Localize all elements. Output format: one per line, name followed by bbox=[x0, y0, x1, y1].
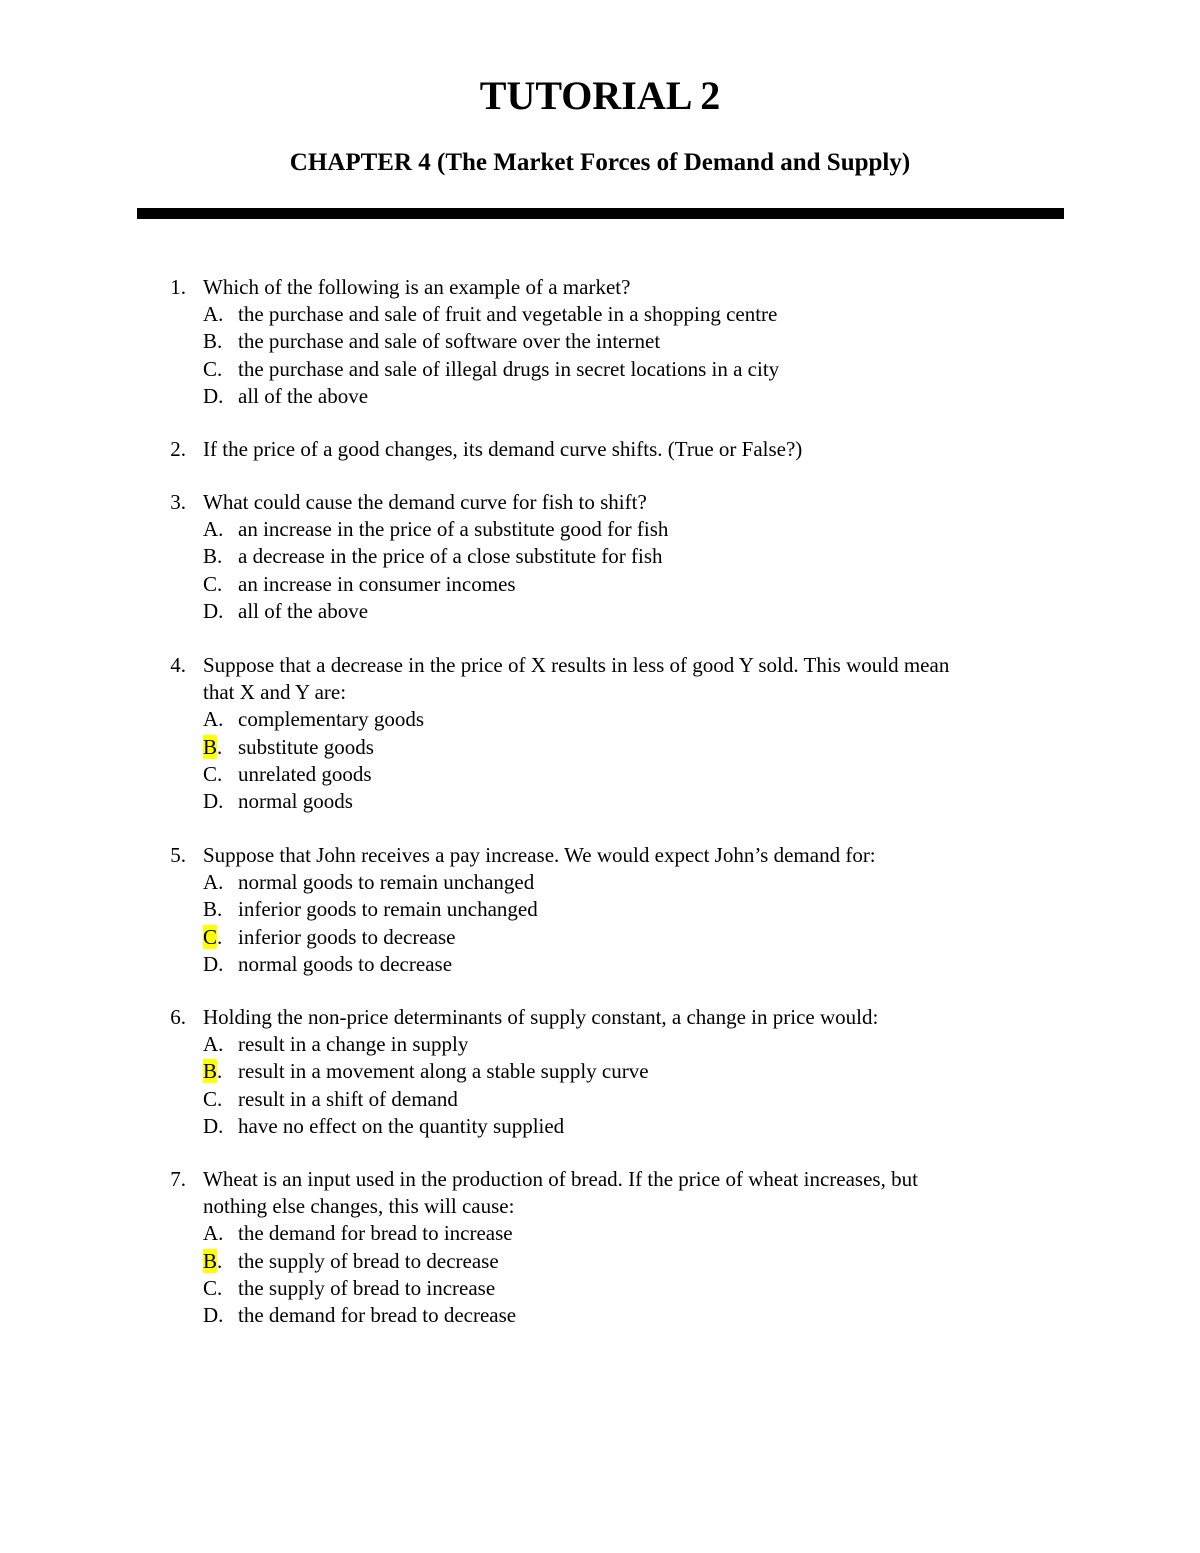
option-letter: D. bbox=[203, 1302, 224, 1327]
option-text: result in a movement along a stable supply curve bbox=[238, 1059, 649, 1084]
option-text: inferior goods to decrease bbox=[238, 924, 456, 949]
answer-option bbox=[0, 1302, 1200, 1329]
option-text: the demand for bread to increase bbox=[238, 1221, 513, 1246]
question-text: Which of the following is an example of a market? bbox=[203, 275, 631, 299]
option-text: result in a shift of demand bbox=[238, 1086, 458, 1111]
option-text: result in a change in supply bbox=[238, 1032, 469, 1057]
option-letter: A. bbox=[203, 870, 224, 895]
option-text: complementary goods bbox=[238, 707, 425, 732]
answer-option bbox=[0, 383, 1200, 410]
question-7 bbox=[0, 1166, 1200, 1329]
question-2 bbox=[0, 436, 1200, 463]
option-letter: B. bbox=[203, 329, 223, 354]
option-letter: D. bbox=[203, 1113, 224, 1138]
answer-option bbox=[0, 516, 1200, 543]
option-letter: C. bbox=[203, 924, 223, 949]
answer-option bbox=[0, 1086, 1200, 1113]
answer-option bbox=[0, 1113, 1200, 1140]
option-text: an increase in consumer incomes bbox=[238, 571, 516, 596]
option-letter: D. bbox=[203, 598, 224, 623]
question-line bbox=[0, 1004, 1200, 1031]
question-line bbox=[0, 274, 1200, 301]
option-letter: B. bbox=[203, 734, 223, 759]
question-number: 2. bbox=[170, 437, 186, 461]
option-text: an increase in the price of a substitute good for fish bbox=[238, 517, 669, 542]
question-number: 3. bbox=[170, 490, 186, 514]
answer-option bbox=[0, 543, 1200, 570]
answer-option bbox=[0, 356, 1200, 383]
answer-option bbox=[0, 896, 1200, 923]
question-number: 4. bbox=[170, 653, 186, 677]
question-text: What could cause the demand curve for fish to shift? bbox=[203, 490, 647, 514]
option-text: unrelated goods bbox=[238, 761, 372, 786]
answer-option bbox=[0, 1248, 1200, 1275]
option-letter: C. bbox=[203, 1275, 223, 1300]
question-4 bbox=[0, 652, 1200, 815]
answer-option bbox=[0, 1275, 1200, 1302]
option-letter: A. bbox=[203, 302, 224, 327]
question-text: Holding the non-price determinants of supply constant, a change in price would: bbox=[203, 1005, 879, 1029]
answer-option bbox=[0, 869, 1200, 896]
option-letter: B. bbox=[203, 897, 223, 922]
option-text: inferior goods to remain unchanged bbox=[238, 897, 538, 922]
answer-highlight: B bbox=[203, 734, 218, 759]
answer-option bbox=[0, 1058, 1200, 1085]
question-text: If the price of a good changes, its demand curve shifts. (True or False?) bbox=[203, 437, 803, 461]
option-letter: B. bbox=[203, 544, 223, 569]
answer-option bbox=[0, 1220, 1200, 1247]
option-letter: D. bbox=[203, 788, 224, 813]
option-text: the purchase and sale of fruit and vegetable in a shopping centre bbox=[238, 302, 778, 327]
option-text: all of the above bbox=[238, 598, 369, 623]
answer-option bbox=[0, 1031, 1200, 1058]
question-line bbox=[0, 652, 1200, 679]
question-5 bbox=[0, 842, 1200, 978]
option-text: a decrease in the price of a close substitute for fish bbox=[238, 544, 663, 569]
option-letter: C. bbox=[203, 761, 223, 786]
option-letter: A. bbox=[203, 517, 224, 542]
question-text: Wheat is an input used in the production of bread. If the price of wheat increases, but bbox=[203, 1167, 918, 1191]
option-text: normal goods to remain unchanged bbox=[238, 870, 535, 895]
question-number: 5. bbox=[170, 843, 186, 867]
page-title: TUTORIAL 2 bbox=[479, 73, 721, 118]
option-letter: A. bbox=[203, 1032, 224, 1057]
question-line bbox=[0, 1166, 1200, 1193]
answer-option bbox=[0, 924, 1200, 951]
option-letter: A. bbox=[203, 1221, 224, 1246]
option-text: the purchase and sale of illegal drugs in secret locations in a city bbox=[238, 356, 780, 381]
question-3 bbox=[0, 489, 1200, 625]
option-text: the supply of bread to decrease bbox=[238, 1248, 499, 1273]
option-text: have no effect on the quantity supplied bbox=[238, 1113, 565, 1138]
answer-highlight: C bbox=[203, 924, 218, 949]
option-text: the supply of bread to increase bbox=[238, 1275, 496, 1300]
question-text: Suppose that a decrease in the price of X results in less of good Y sold. This would mean bbox=[203, 653, 950, 677]
question-line bbox=[0, 489, 1200, 516]
option-letter: B. bbox=[203, 1059, 223, 1084]
question-line bbox=[0, 436, 1200, 463]
option-text: substitute goods bbox=[238, 734, 374, 759]
question-line bbox=[0, 842, 1200, 869]
question-text: that X and Y are: bbox=[203, 680, 347, 705]
question-6 bbox=[0, 1004, 1200, 1140]
question-number: 6. bbox=[170, 1005, 186, 1029]
answer-option bbox=[0, 328, 1200, 355]
answer-option bbox=[0, 706, 1200, 733]
question-number: 1. bbox=[170, 275, 186, 299]
option-letter: C. bbox=[203, 571, 223, 596]
question-number: 7. bbox=[170, 1167, 186, 1191]
answer-option bbox=[0, 301, 1200, 328]
question-text: nothing else changes, this will cause: bbox=[203, 1194, 515, 1219]
option-letter: D. bbox=[203, 383, 224, 408]
option-letter: C. bbox=[203, 1086, 223, 1111]
question-line bbox=[0, 679, 1200, 706]
option-letter: A. bbox=[203, 707, 224, 732]
option-text: all of the above bbox=[238, 383, 369, 408]
option-text: the purchase and sale of software over the internet bbox=[238, 329, 661, 354]
answer-option bbox=[0, 788, 1200, 815]
question-text: Suppose that John receives a pay increase. We would expect John’s demand for: bbox=[203, 843, 876, 867]
answer-option bbox=[0, 761, 1200, 788]
option-letter: B. bbox=[203, 1248, 223, 1273]
answer-highlight: B bbox=[203, 1248, 218, 1273]
answer-option bbox=[0, 951, 1200, 978]
answer-highlight: B bbox=[203, 1059, 218, 1084]
option-text: the demand for bread to decrease bbox=[238, 1302, 517, 1327]
answer-option bbox=[0, 571, 1200, 598]
option-text: normal goods to decrease bbox=[238, 951, 453, 976]
question-1 bbox=[0, 274, 1200, 410]
option-letter: C. bbox=[203, 356, 223, 381]
answer-option bbox=[0, 598, 1200, 625]
option-letter: D. bbox=[203, 951, 224, 976]
chapter-heading: CHAPTER 4 (The Market Forces of Demand and Supply) bbox=[289, 149, 911, 176]
answer-option bbox=[0, 734, 1200, 761]
question-line bbox=[0, 1193, 1200, 1220]
option-text: normal goods bbox=[238, 788, 353, 813]
